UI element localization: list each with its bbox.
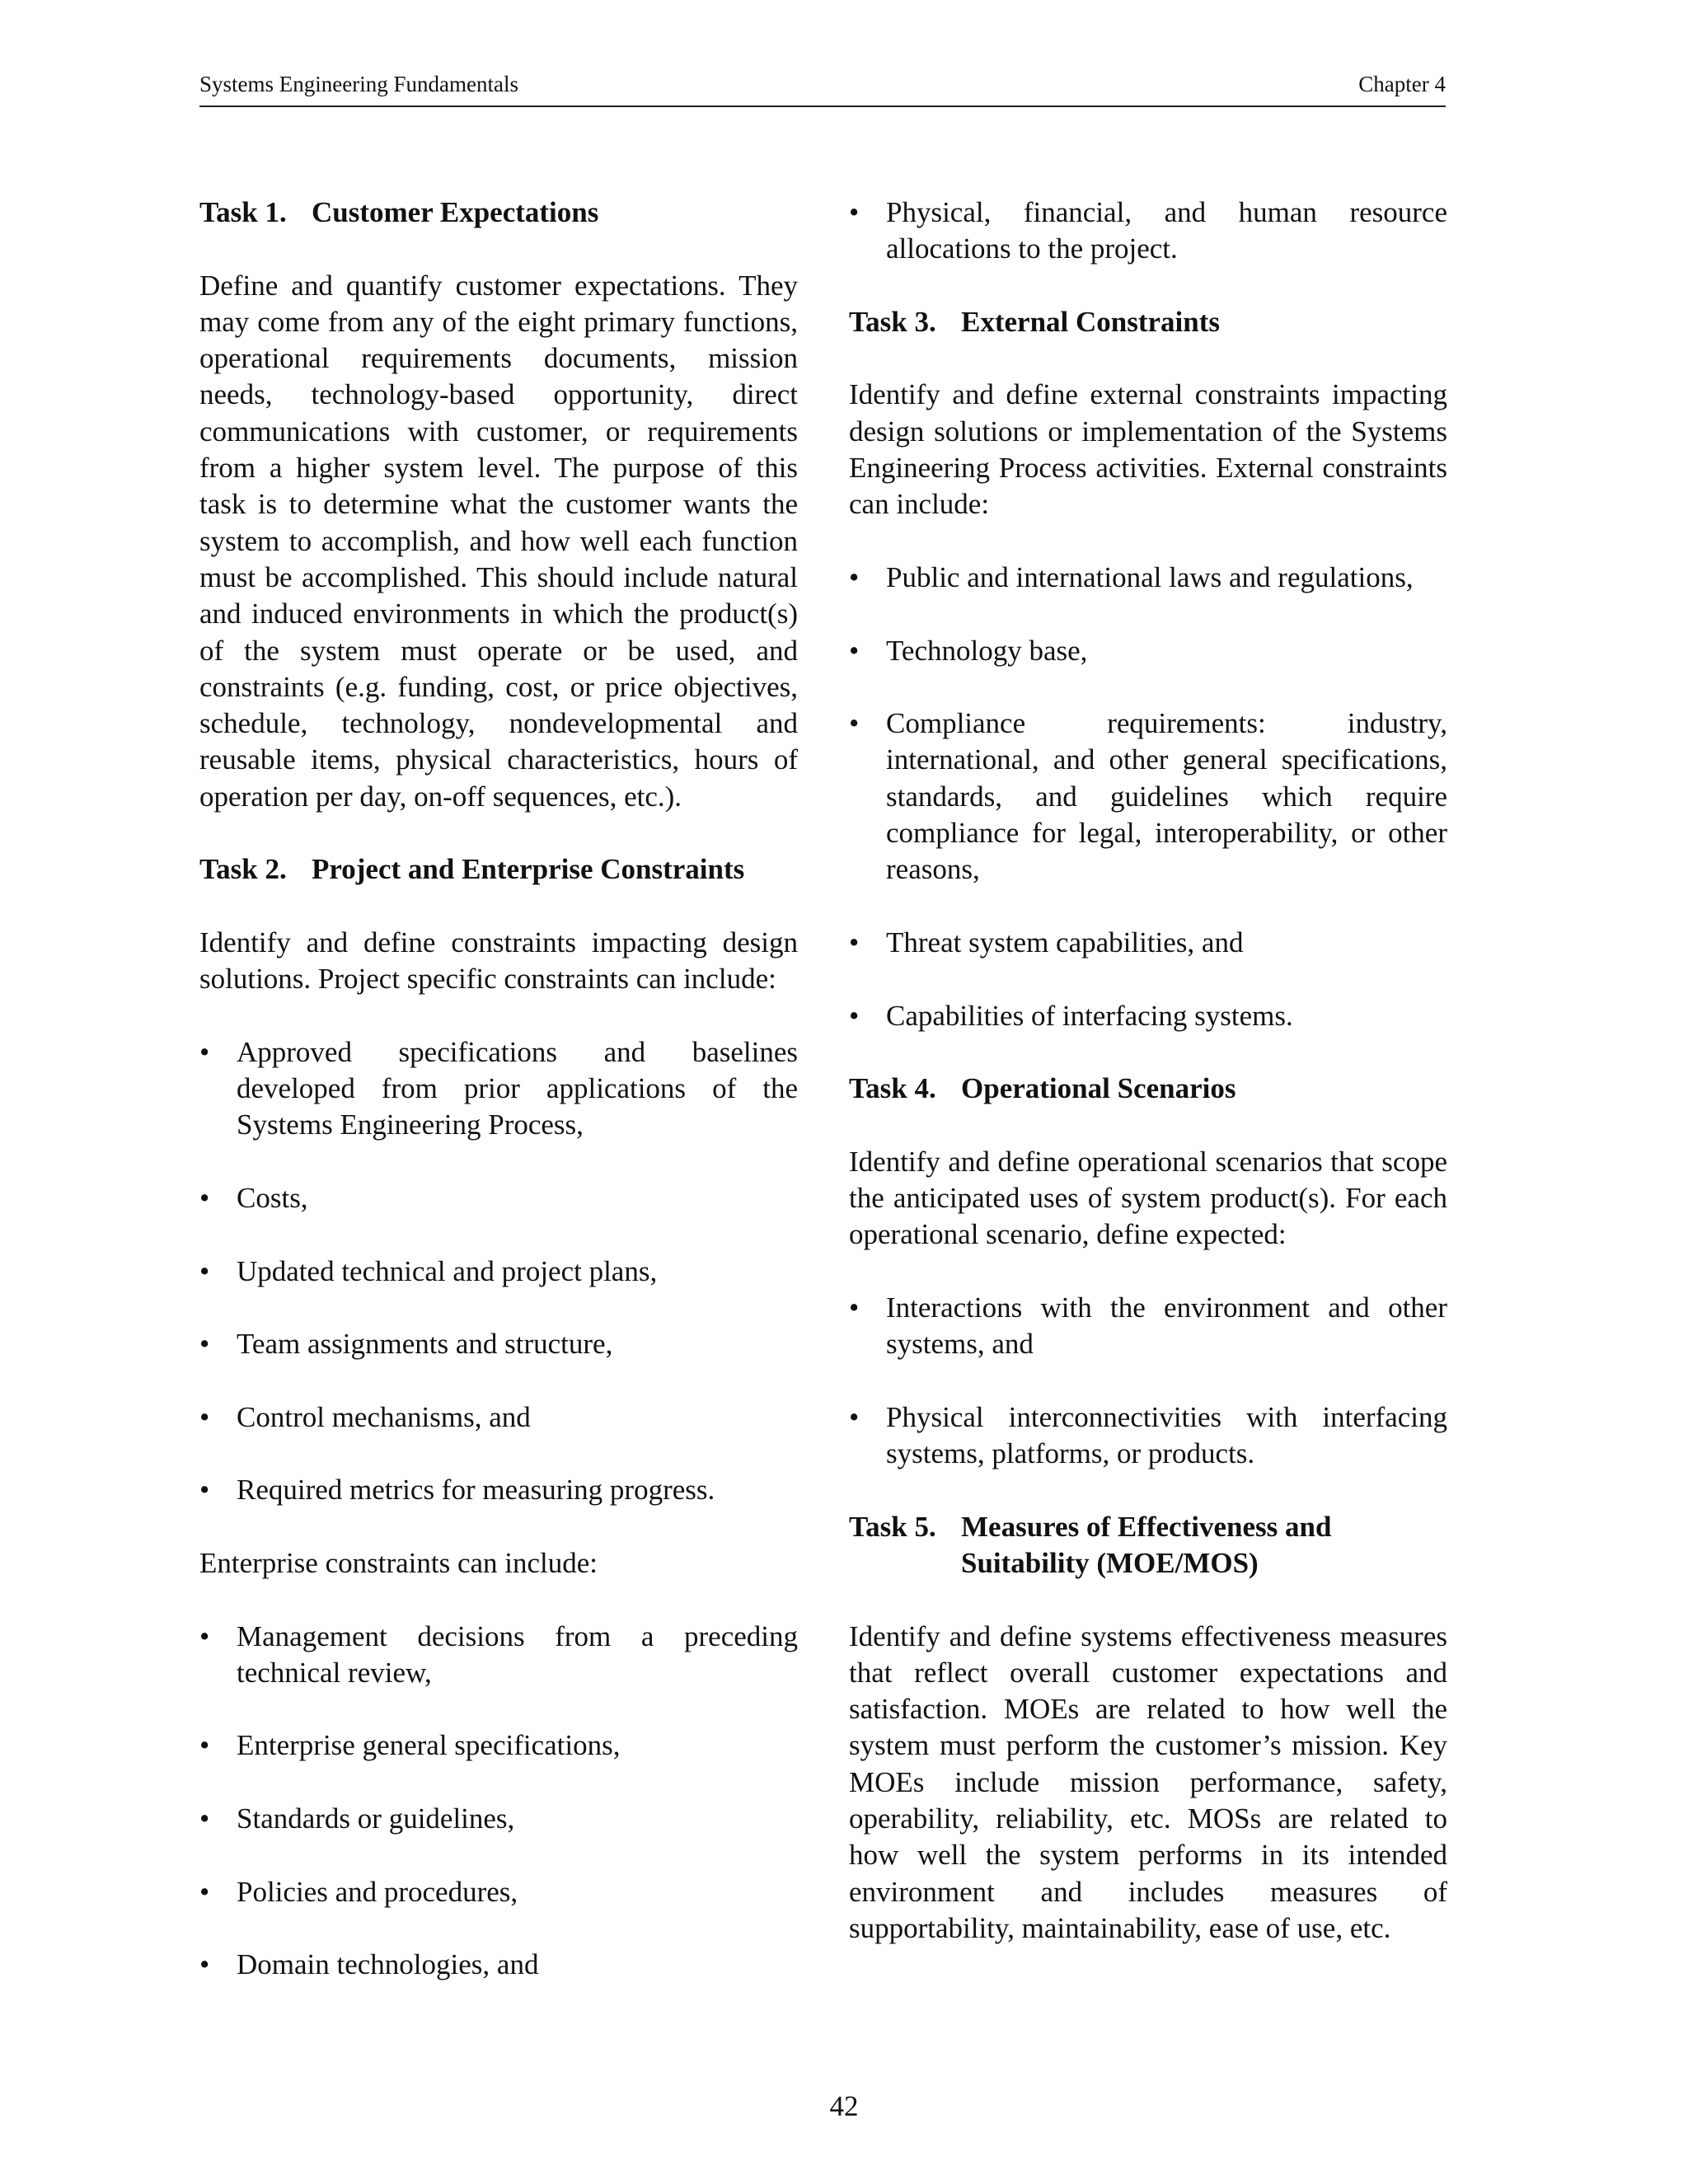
running-header: [199, 69, 1446, 107]
list-item-text: Threat system capabilities, and: [886, 926, 1244, 958]
list-item-text: Standards or guidelines,: [237, 1802, 515, 1835]
enterprise-constraints-list: [199, 1619, 798, 1984]
page-number: 42: [829, 2090, 859, 2122]
bullet-icon: •: [849, 560, 860, 593]
list-item-text: Enterprise general specifications,: [237, 1729, 621, 1762]
left-column: [199, 194, 798, 2020]
bullet-icon: •: [199, 1474, 210, 1507]
list-item-text: Technology base,: [886, 634, 1088, 667]
external-constraints-list: [849, 560, 1447, 1034]
list-item-text: Compliance requirements: industry, international, and other general specifications, standards, and guidelines which require compliance for legal, interoperability, or other reasons,: [886, 707, 1447, 886]
list-item-text: Policies and procedures,: [237, 1875, 518, 1908]
bullet-icon: •: [199, 1400, 210, 1433]
task5-title: Measures of Effectiveness and Suitability (MOE/MOS): [961, 1510, 1332, 1579]
task4-number: Task 4.: [849, 1072, 936, 1105]
list-item-text: Team assignments and structure,: [237, 1328, 613, 1361]
task2-number: Task 2.: [199, 853, 287, 886]
task1-title: Customer Expectations: [312, 196, 599, 228]
task3-heading: [849, 304, 1447, 340]
bullet-icon: •: [199, 1948, 210, 1981]
list-item: [849, 560, 1447, 596]
bullet-icon: •: [849, 1291, 860, 1324]
task2-heading: [199, 851, 798, 888]
list-item-text: Physical, financial, and human resource allocations to the project.: [886, 196, 1447, 265]
list-item-text: Costs,: [237, 1182, 308, 1215]
bullet-icon: •: [199, 1035, 210, 1068]
list-item: [199, 1034, 798, 1144]
task3-title: External Constraints: [961, 305, 1221, 338]
bullet-icon: •: [849, 196, 860, 228]
header-title: Systems Engineering Fundamentals: [199, 72, 518, 96]
bullet-icon: •: [199, 1182, 210, 1215]
header-chapter: Chapter 4: [1358, 72, 1446, 96]
scenario-list: [849, 1290, 1447, 1472]
task5-body: Identify and define systems effectiveness measures that reflect overall customer expectations and satisfaction. MOEs are related to how well the system must perform the customer’s mission. Key MOEs include mission performance, safety, operability, reliability, etc. MOSs are related to how well the system performs in its intended environment and includes measures of supportability, maintainability, ease of use, etc.: [849, 1619, 1447, 1944]
bullet-icon: •: [849, 634, 860, 667]
list-item: [199, 1254, 798, 1290]
list-item: [199, 1472, 798, 1508]
task4-title: Operational Scenarios: [961, 1072, 1236, 1105]
task4-intro: Identify and define operational scenarios that scope the anticipated uses of system product(s). For each operational scenario, define expected:: [849, 1145, 1447, 1251]
list-item-text: Domain technologies, and: [237, 1948, 539, 1981]
list-item-text: Physical interconnectivities with interfacing systems, platforms, or products.: [886, 1400, 1447, 1470]
task2-intro: Identify and define constraints impacting design solutions. Project specific constraints can include:: [199, 926, 798, 996]
bullet-icon: •: [849, 999, 860, 1032]
list-item: [849, 705, 1447, 888]
task1-number: Task 1.: [199, 196, 287, 228]
list-item: [199, 1874, 798, 1910]
project-constraints-list: [199, 1034, 798, 1509]
list-item: [849, 633, 1447, 669]
list-item-text: Required metrics for measuring progress.: [237, 1474, 715, 1507]
list-item-text: Control mechanisms, and: [237, 1400, 531, 1433]
task5-number: Task 5.: [849, 1510, 936, 1543]
task1-body: Define and quantify customer expectations. They may come from any of the eight primary functions, operational requirements documents, mission needs, technology-based opportunity, direct communications with customer, or requirements from a higher system level. The purpose of this task is to determine what the customer wants the system to accomplish, and how well each function must be accomplished. This should include natural and induced environments in which the product(s) of the system must operate or be used, and constraints (e.g. funding, cost, or price objectives, schedule, technology, nondevelopmental and reusable items, physical characteristics, hours of operation per day, on-off sequences, etc.).: [199, 269, 798, 813]
list-item: [849, 1290, 1447, 1363]
task5-heading: [849, 1509, 1447, 1582]
list-item: [849, 998, 1447, 1034]
list-item: [199, 1619, 798, 1692]
list-item-text: Interactions with the environment and other systems, and: [886, 1291, 1447, 1361]
task3-number: Task 3.: [849, 305, 936, 338]
bullet-icon: •: [849, 1400, 860, 1433]
bullet-icon: •: [849, 707, 860, 740]
bullet-icon: •: [199, 1729, 210, 1762]
bullet-icon: •: [199, 1802, 210, 1835]
bullet-icon: •: [199, 1875, 210, 1908]
task4-heading: [849, 1071, 1447, 1107]
enterprise-intro: Enterprise constraints can include:: [199, 1546, 598, 1579]
task2-title: Project and Enterprise Constraints: [312, 853, 745, 886]
bullet-icon: •: [199, 1619, 210, 1652]
list-item: [849, 194, 1447, 268]
list-item: [849, 925, 1447, 961]
list-item: [199, 1399, 798, 1436]
task3-intro: Identify and define external constraints impacting design solutions or implementation of the Systems Engineering Process activities. External constraints can include:: [849, 378, 1447, 521]
bullet-icon: •: [199, 1328, 210, 1361]
list-item-text: Public and international laws and regulations,: [886, 560, 1414, 593]
bullet-icon: •: [849, 926, 860, 958]
list-item-text: Capabilities of interfacing systems.: [886, 999, 1293, 1032]
list-item: [199, 1801, 798, 1837]
right-column: [849, 194, 1447, 1984]
list-item-text: Approved specifications and baselines developed from prior applications of the Systems Engineering Process,: [237, 1035, 798, 1141]
list-item: [849, 1399, 1447, 1473]
list-item: [199, 1180, 798, 1216]
list-item: [199, 1727, 798, 1764]
continued-list: [849, 194, 1447, 268]
task1-heading: [199, 194, 798, 231]
list-item: [199, 1326, 798, 1362]
list-item: [199, 1947, 798, 1983]
bullet-icon: •: [199, 1254, 210, 1287]
list-item-text: Management decisions from a preceding technical review,: [237, 1619, 798, 1689]
list-item-text: Updated technical and project plans,: [237, 1254, 658, 1287]
